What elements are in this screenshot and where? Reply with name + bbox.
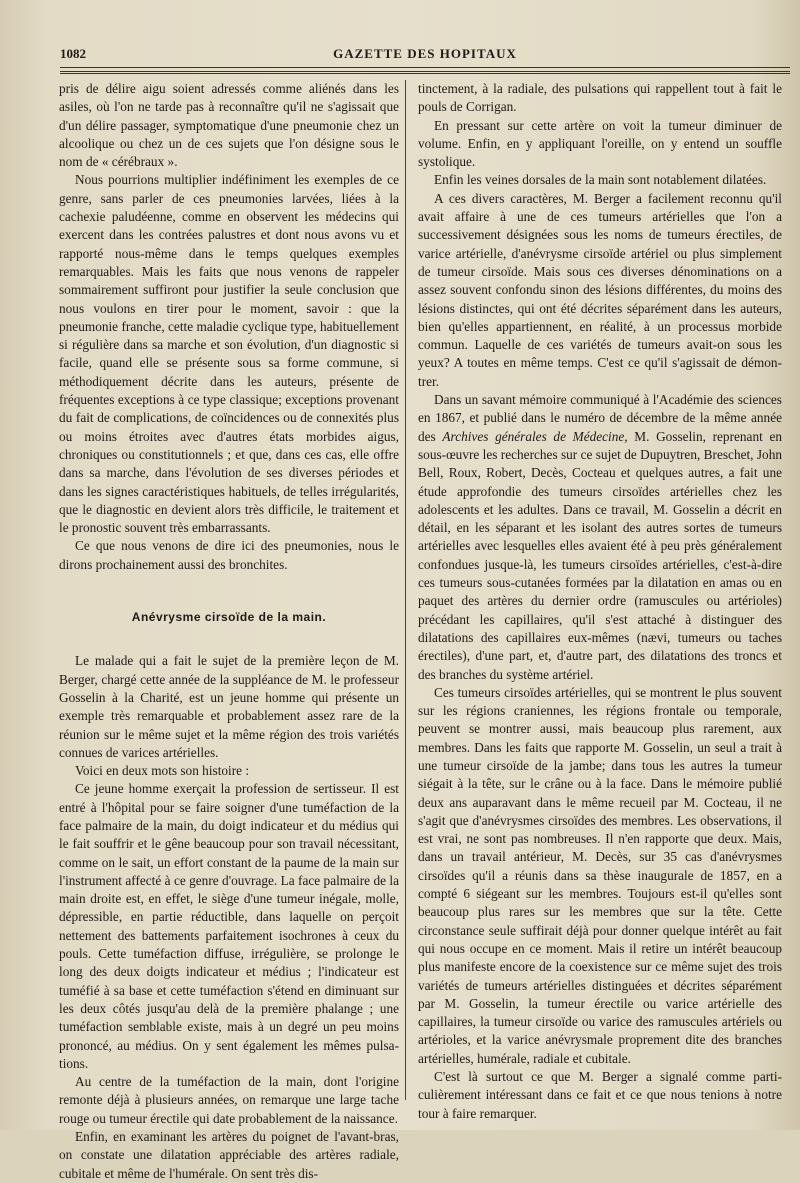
paragraph-text: Dans un savant mémoire communiqué à l'Académie des sciences en 1867, et publié dans le numéro de décembre de la même année des <box>418 392 782 444</box>
journal-title: GAZETTE DES HOPITAUX <box>333 46 517 61</box>
header-double-rule <box>60 71 790 74</box>
column-divider <box>405 80 406 1100</box>
paragraph: pris de délire aigu soient adressés comme aliénés dans les asiles, où l'on ne tarde pas à reconnaître qu'il ne s'agissait que d'un délire passager, symptomatique d'une pneumonie chez un alcoolique ou chez un de ces sujets que l'on désigne sous le nom de « cérébraux ». <box>59 81 399 170</box>
paragraph: Au centre de la tuméfaction de la main, dont l'origine remonte déjà à plusieurs années, on remarque une large tache rouge ou tumeur érectile qui date probablement de la naissance. <box>59 1074 399 1126</box>
paragraph: Ces tumeurs cirsoïdes artérielles, qui se montrent le plus souvent sur les régions craniennes, les régions frontale ou temporale, peuvent se montrer aussi, mais beaucoup plus rarement, aux membres. Dans les faits que rapporte M. Gosselin, un seul a trait à une tumeur cirsoïde de la jambe; dans tous les autres la tumeur siégait à la tête, sur le crâne ou à la face. Dans le mémoire publié deux ans auparavant dans le même recueil par M. Cocteau, il ne s'agit que d'anévrysmes cirsoïdes des membres. Les observations, il est vrai, ne sont pas nombreuses. Il n'en rapporte que deux. Mais, dans un travail antérieur, M. Decès, sur 35 cas d'anévrysmes cirsoïdes qu'il a réunis dans sa thèse inaugurale de 1857, en a compté 6 siégeant sur les membres. Toujours est-il qu'elles sont beaucoup plus rares sur les membres que sur la tête. Cette circonstance seule suffirait déjà pour donner quelque intérêt au fait qui nous occupe en ce moment. Mais il retire un intérêt beaucoup plus manifeste encore de la coexistence sur ce même sujet des trois variétés de tumeurs artérielles distinguées et décrites séparément par M. Gosselin, la tumeur érectile ou varice artérielle des capillaires, la tumeur cirsoïde ou varice des ramuscules artériels ou artérioles, et la varice anévrysmale proprement dite des branches artérielles, humérale, radiale et cubitale. <box>418 684 782 1066</box>
paragraph: Enfin, en examinant les artères du poignet de l'avant-bras, on constate une dilatation appréciable des artères radiale, cubitale et même de l'humérale. On sent très dis- <box>59 1129 399 1181</box>
journal-citation: Archives générales de Médecine, <box>442 428 628 444</box>
paragraph: En pressant sur cette artère on voit la tumeur diminuer de volume. Enfin, en y appliquant l'oreille, on y entend un souffle systolique. <box>418 117 782 170</box>
page-header <box>60 44 790 66</box>
paragraph: C'est là surtout ce que M. Berger a signalé comme particulièrement intéressant dans ce fait et ce que nous tenions à notre tour à faire remarquer. <box>418 1069 782 1121</box>
paragraph: tinctement, à la radiale, des pulsations qui rappellent tout à fait le pouls de Corrigan. <box>418 81 782 115</box>
right-column <box>418 80 782 1123</box>
paragraph: Ce que nous venons de dire ici des pneumonies, nous le dirons prochainement aussi des bronchites. <box>59 538 399 572</box>
paragraph <box>418 391 782 684</box>
paragraph: A ces divers caractères, M. Berger a facilement reconnu qu'il avait affaire à une de ces tumeurs artérielles que l'on a successivement désignées sous les noms de tumeurs érectiles, de varice artérielle, d'anévrysme cirsoïde artériel ou plus simplement de tumeur cirsoïde. Mais sous ces diverses dénominations on a assez souvent confondu sinon des lésions différentes, du moins des lésions distinctes, qui ont été décrites séparément dans les auteurs, bien qu'elles appartiennent, en réalité, à un processus morbide commun. Laquelle de ces variétés de tumeurs avait-on sous les yeux? A toutes en même temps. C'est ce qu'il s'agissait de démontrer. <box>418 190 782 389</box>
paragraph-text: M. Gosselin, reprenant en sous-œuvre les recherches sur ce sujet de Dupuytren, Breschet, John Bell, Roux, Robert, Decès, Cocteau et quelques autres, a fait une étude approfondie des tumeurs cirsoïdes artérielles chez les adolescents et les adultes. Dans ce travail, M. Gosselin a décrit en détail, en les séparant et les isolant des autres sortes de tumeurs artérielles avec lesquelles elles avaient été à peu près généralement confondues jusque-là, les tumeurs cirsoïdes artérielles, c'est-à-dire ces tumeurs sous-cutanées formées par la dilatation en amas ou en paquet des artères du dernier ordre (ramuscules ou artérioles) précédant les capillaires, qu'il s'est attaché à distinguer des dilatations des capillaires eux-mêmes (nævi, tumeurs ou taches érectiles), d'une part, et, d'autre part, des dilatations des troncs et des branches du système artériel. <box>418 428 782 682</box>
header-rule <box>60 67 790 68</box>
paragraph: Ce jeune homme exerçait la profession de sertisseur. Il est entré à l'hôpital pour se faire soigner d'une tuméfaction de la face palmaire de la main, du doigt indicateur et du médius qui le fait souffrir et le gêne beaucoup pour son travail nécessitant, comme on le sait, un effort constant de la paume de la main sur l'instrument affecté à ce genre d'ouvrage. La face palmaire de la main droite est, en effet, le siège d'une tumeur inégale, molle, dépressible, en partie réductible, dans laquelle on perçoit nettement des battements parfaitement isochrones à ceux du pouls. Cette tuméfaction diffuse, irrégulière, se prolonge le long des deux doigts indicateur et médius ; l'indicateur est tuméfié à sa base et cette tuméfaction s'étend en diminuant sur les deux côtés jusqu'au delà de la première phalange ; une tuméfaction semblable existe, mais à un degré un peu moins prononcé, au médius. On y sent également les mêmes pulsations. <box>59 781 399 1071</box>
paragraph: Voici en deux mots son histoire : <box>75 763 250 779</box>
page-number: 1082 <box>60 46 86 61</box>
paragraph: Enfin les veines dorsales de la main sont notablement dilatées. <box>434 172 767 188</box>
left-column <box>59 80 399 1183</box>
paragraph: Le malade qui a fait le sujet de la première leçon de M. Berger, chargé cette année de la suppléance de M. le professeur Gosselin à la Charité, est un jeune homme qui présente un exemple très remarquable et probablement assez rare de la réunion sur le même sujet et la même région des trois variétés connues de varices artérielles. <box>59 653 399 760</box>
section-heading: Anévrysme cirsoïde de la main. <box>131 610 327 625</box>
paragraph: Nous pourrions multiplier indéfiniment les exemples de ce genre, sans parler de ces pneumonies larvées, liées à la cachexie paludéenne, comme en observent les médecins qui exercent dans les contrées palustres et dont nous avons vu et rapporté nous-même dans le temps quelques exemples remarquables. Mais les faits que nous venons de rappeler sommairement suffiront pour justifier la seule conclusion que nous voulons en tirer pour le moment, savoir : que la pneumonie franche, cette maladie cyclique type, habituellement si régulière dans sa marche et son évolution, d'un diagnostic si facile, quand elle se présente sous sa forme commune, si méthodiquement décrite dans les auteurs, présente de fréquentes exceptions à ce type classique; exceptions provenant du fait de complications, de coïncidences ou de connexités plus ou moins étroites avec d'autres états morbides aigus, chroniques ou constitutionnels ; et que, dans ces cas, elle offre dans sa marche, dans l'évolution de ses diverses périodes et dans les signes caractéristiques habituels, de telles irrégularités, que le diagnostic en devient alors très difficile, le traitement et le pronostic souvent très embarrassants. <box>59 172 399 536</box>
